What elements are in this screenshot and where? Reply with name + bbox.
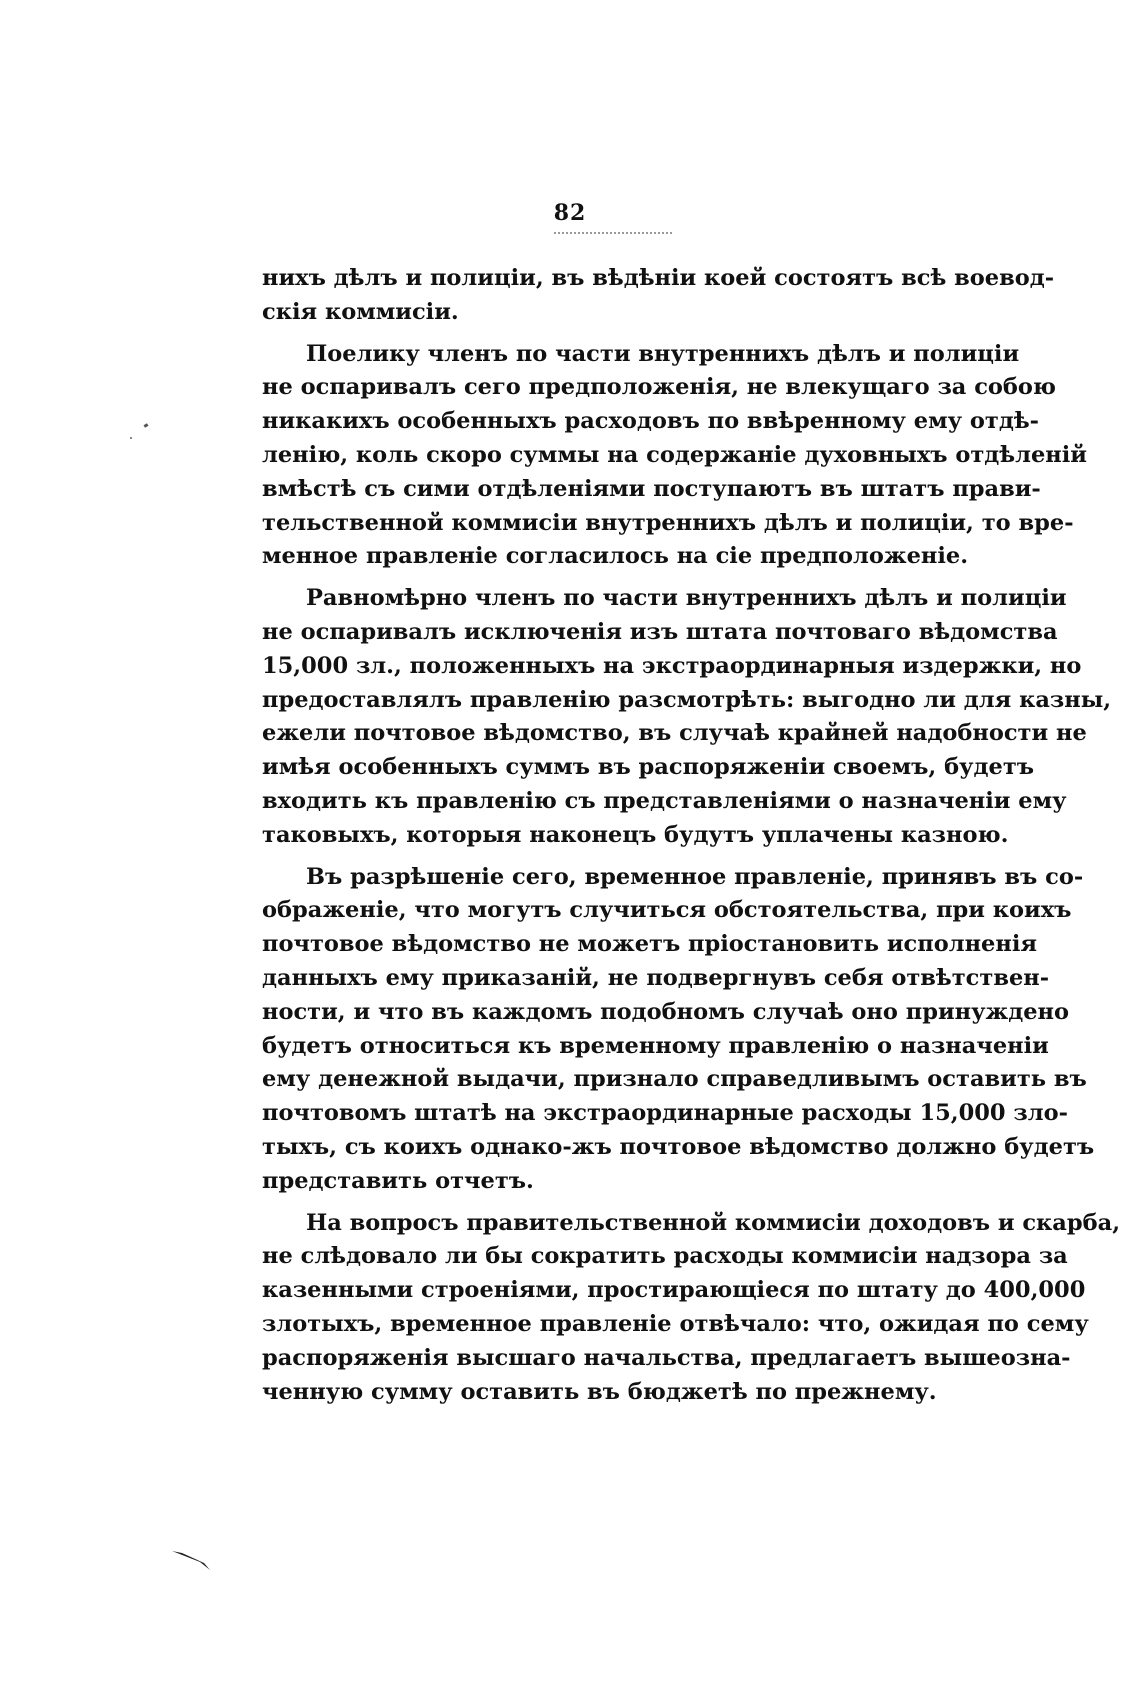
text-line: будетъ относиться къ временному правленію о назначеніи [262,1032,1049,1059]
margin-mark [144,423,149,428]
text-line: скія коммисіи. [262,298,459,325]
text-line: не оспаривалъ сего предположенія, не влекущаго за собою [262,374,1057,401]
text-line: таковыхъ, которыя наконецъ будутъ уплачены казною. [262,821,1009,848]
text-line: ображеніе, что могутъ случиться обстоятельства, при коихъ [262,897,1072,924]
text-line: не оспаривалъ исключенія изъ штата почтоваго вѣдомства [262,618,1058,645]
text-line: распоряженія высшаго начальства, предлагаетъ вышеозна- [262,1344,1071,1371]
text-line: никакихъ особенныхъ расходовъ по ввѣренному ему отдѣ- [262,408,1039,435]
text-line: злотыхъ, временное правленіе отвѣчало: что, ожидая по сему [262,1310,1089,1337]
paragraph [262,1207,1121,1410]
page-number: 82 [553,200,587,226]
text-line: имѣя особенныхъ суммъ въ распоряженіи своемъ, будетъ [262,754,1035,781]
text-line: вмѣстѣ съ сими отдѣленіями поступаютъ въ штатъ прави- [262,475,1041,502]
text-line: предоставлялъ правленію разсмотрѣть: выгодно ли для казны, [262,686,1112,713]
text-line: ему денежной выдачи, признало справедливымъ оставить въ [262,1066,1087,1093]
text-line: тельственной коммисіи внутреннихъ дѣлъ и полиціи, то вре- [262,509,1074,536]
paragraph [262,338,1087,575]
text-line: ленію, коль скоро суммы на содержаніе духовныхъ отдѣленій [262,441,1087,468]
body-text [262,262,1121,1409]
paragraph [262,582,1112,852]
page-number-rule [554,232,672,234]
text-line: На вопросъ правительственной коммисіи доходовъ и скарба, [306,1209,1121,1236]
paragraph [262,262,1055,330]
text-line: Поелику членъ по части внутреннихъ дѣлъ и полиціи [306,340,1020,367]
paragraph [262,861,1095,1199]
text-line: Въ разрѣшеніе сего, временное правленіе, принявъ въ со- [306,863,1084,890]
text-line: представить отчетъ. [262,1167,534,1194]
paragraph-gap [262,330,960,338]
text-line: Равномѣрно членъ по части внутреннихъ дѣлъ и полиціи [306,585,1067,612]
text-line: входить къ правленію съ представленіями о назначеніи ему [262,787,1067,814]
text-line: ности, и что въ каждомъ подобномъ случаѣ оно принуждено [262,998,1070,1025]
paragraph-gap [262,574,960,582]
text-line: 15,000 зл., положенныхъ на экстраординарныя издержки, но [262,652,1082,679]
text-line: нихъ дѣлъ и полиціи, въ вѣдѣніи коей состоятъ всѣ воевод- [262,265,1055,291]
margin-stroke-mark [170,1548,218,1576]
text-line: менное правленіе согласилось на сіе предположеніе. [262,543,969,570]
paragraph-gap [262,853,960,861]
paragraph-gap [262,1199,960,1207]
text-line: тыхъ, съ коихъ однако-жъ почтовое вѣдомство должно будетъ [262,1133,1095,1160]
text-line: не слѣдовало ли бы сократить расходы коммисіи надзора за [262,1243,1068,1270]
text-line: почтовое вѣдомство не можетъ пріостановить исполненія [262,931,1038,958]
margin-speck [130,437,132,439]
text-line: ежели почтовое вѣдомство, въ случаѣ крайней надобности не [262,720,1087,747]
text-line: ченную сумму оставить въ бюджетѣ по прежнему. [262,1378,937,1405]
text-line: данныхъ ему приказаній, не подвергнувъ себя отвѣтствен- [262,964,1050,991]
text-line: казенными строеніями, простирающіеся по штату до 400,000 [262,1277,1086,1304]
text-line: почтовомъ штатѣ на экстраординарные расходы 15,000 зло- [262,1100,1068,1127]
